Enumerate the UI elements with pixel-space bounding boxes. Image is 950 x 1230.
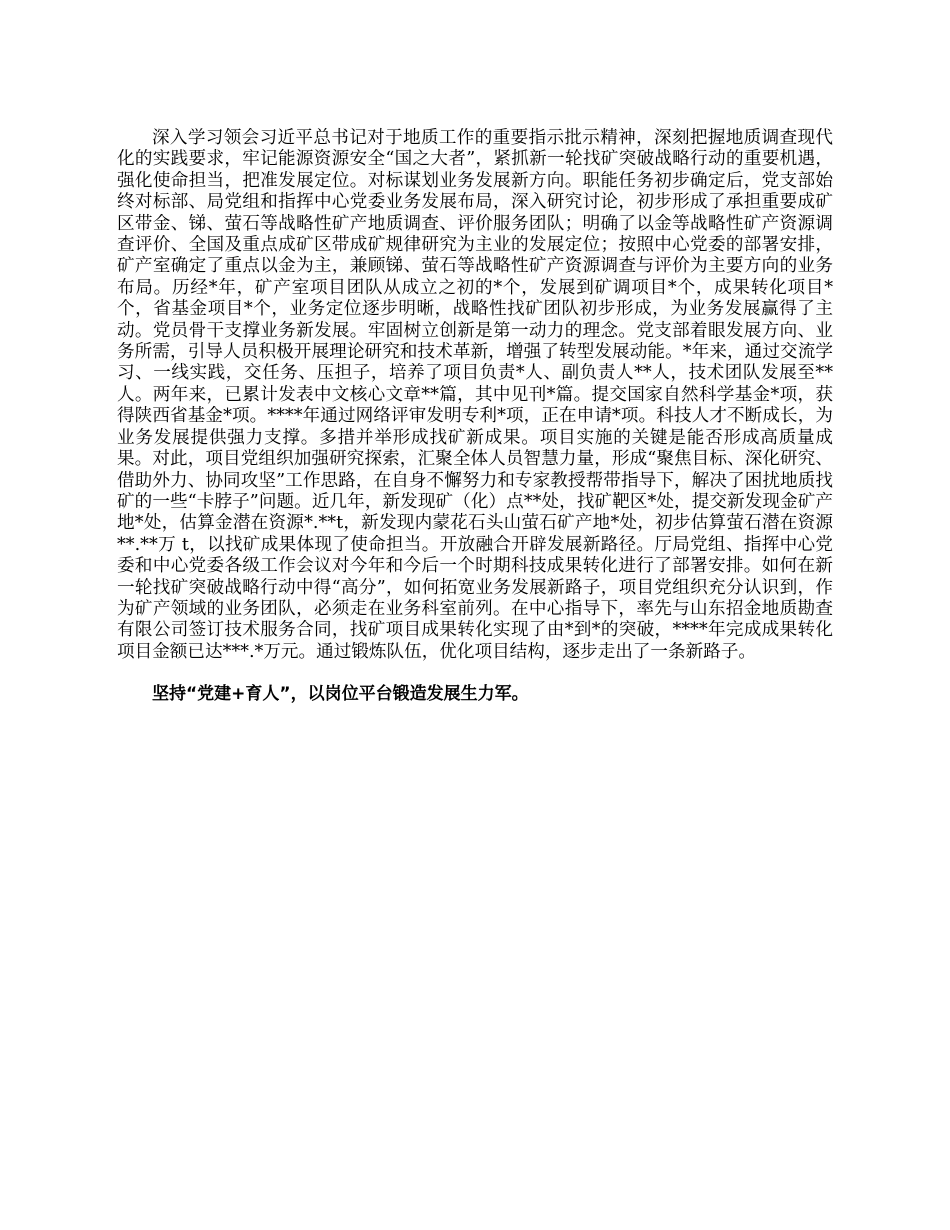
section-heading: 坚持“党建+育人”，以岗位平台锻造发展生力军。 [152,684,529,705]
body-paragraph: 深入学习领会习近平总书记对于地质工作的重要指示批示精神，深刻把握地质调查现代化的实践要求，牢记能源资源安全“国之大者”，紧抓新一轮找矿突破战略行动的重要机遇，强化使命担当，把准发展定位。对标谋划业务发展新方向。职能任务初步确定后，党支部始终对标部、局党组和指挥中心党委业务发展布局，深入研究讨论，初步形成了承担重要成矿区带金、锑、萤石等战略性矿产地质调查、评价服务团队；明确了以金等战略性矿产资源调查评价、全国及重点成矿区带成矿规律研究为主业的发展定位；按照中心党委的部署安排，矿产室确定了重点以金为主，兼顾锑、萤石等战略性矿产资源调查与评价为主要方向的业务布局。历经*年，矿产室项目团队从成立之初的*个，发展到矿调项目*个，成果转化项目*个，省基金项目*个，业务定位逐步明晰，战略性找矿团队初步形成，为业务发展赢得了主动。党员骨干支撑业务新发展。牢固树立创新是第一动力的理念。党支部着眼发展方向、业务所需，引导人员积极开展理论研究和技术革新，增强了转型发展动能。*年来，通过交流学习、一线实践，交任务、压担子，培养了项目负责*人、副负责人**人，技术团队发展至**人。两年来，已累计发表中文核心文章**篇，其中见刊*篇。提交国家自然科学基金*项，获得陕西省基金*项。****年通过网络评审发明专利*项，正在申请*项。科技人才不断成长，为业务发展提供强力支撑。多措并举形成找矿新成果。项目实施的关键是能否形成高质量成果。对此，项目党组织加强研究探索，汇聚全体人员智慧力量，形成“聚焦目标、深化研究、借助外力、协同攻坚”工作思路，在自身不懈努力和专家教授帮带指导下，解决了困扰地质找矿的一些“卡脖子”问题。近几年，新发现矿（化）点**处，找矿靶区*处，提交新发现金矿产地*处，估算金潜在资源*.**t，新发现内蒙花石头山萤石矿产地*处，初步估算萤石潜在资源**.**万 t，以找矿成果体现了使命担当。开放融合开辟发展新路径。厅局党组、指挥中心党委和中心党委各级工作会议对今年和今后一个时期科技成果转化进行了部署安排。如何在新一轮找矿突破战略行动中得“高分”，如何拓宽业务发展新路子，项目党组织充分认识到，作为矿产领域的业务团队，必须走在业务科室前列。在中心指导下，率先与山东招金地质勘查有限公司签订技术服务合同，找矿项目成果转化实现了由*到*的突破，****年完成成果转化项目金额已达***.*万元。通过锻炼队伍，优化项目结构，逐步走出了一条新路子。 [117,128,833,662]
document-page [117,128,833,705]
